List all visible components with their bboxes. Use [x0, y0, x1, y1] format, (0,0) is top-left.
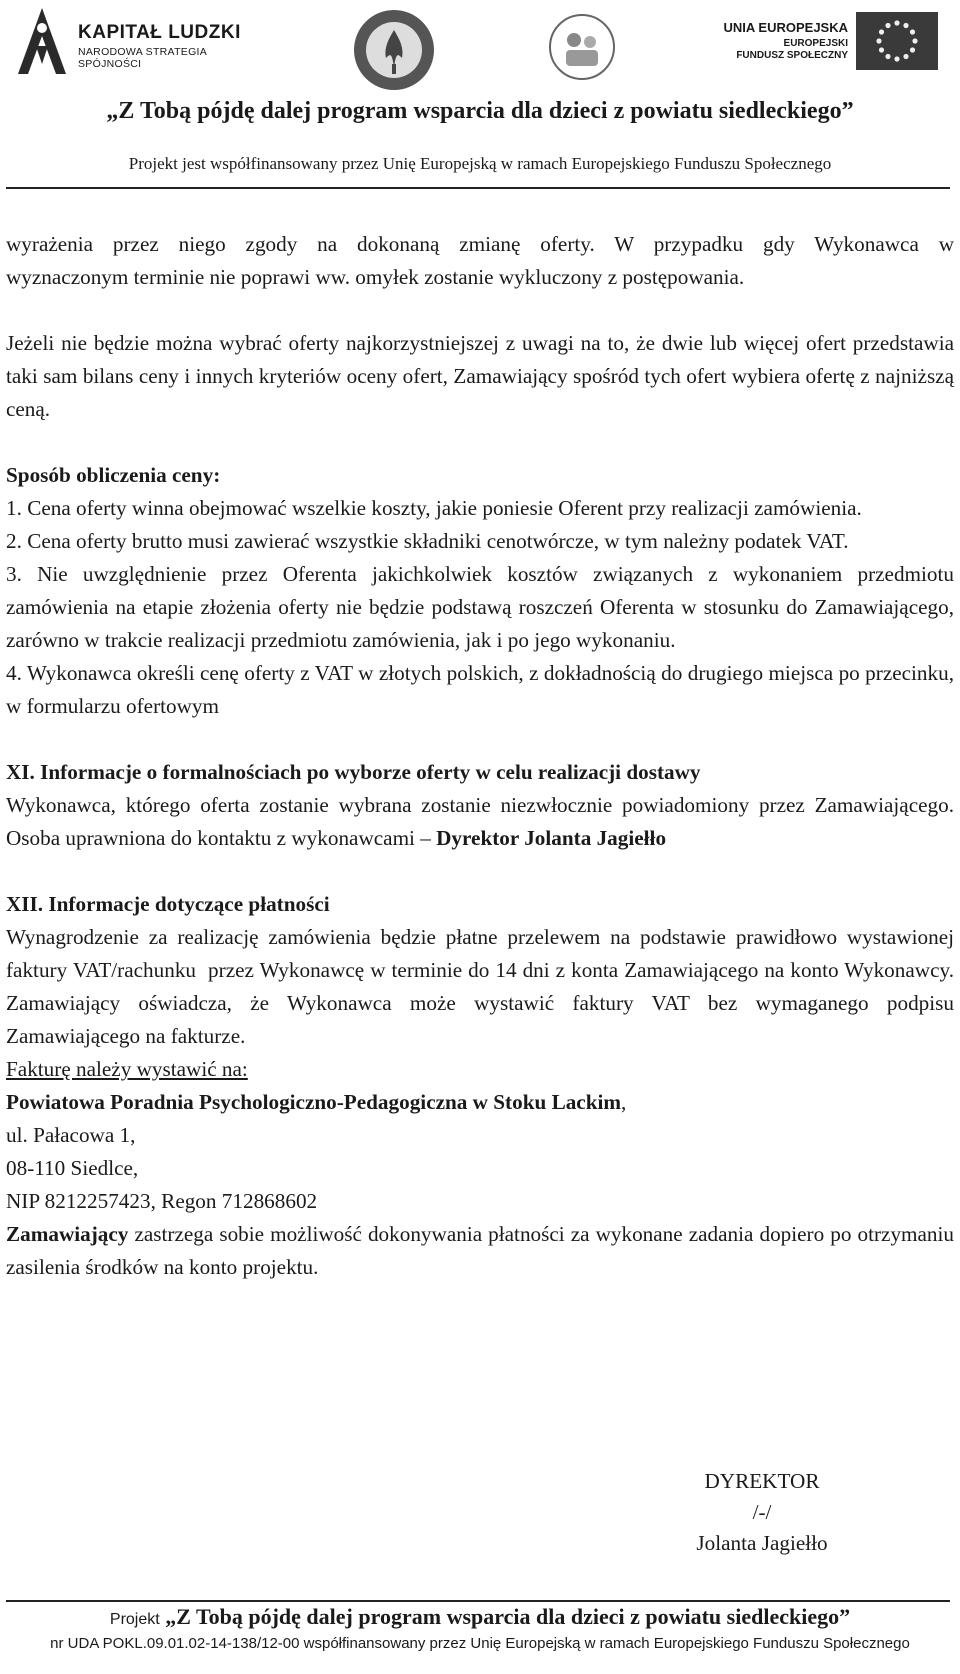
kapital-ludzki-logo: [14, 6, 264, 76]
kapital-ludzki-title: KAPITAŁ LUDZKI: [78, 22, 241, 43]
project-emblem-logo: [548, 12, 616, 82]
powiat-siedlecki-logo: [352, 8, 436, 92]
signature-role: DYREKTOR: [704, 1469, 820, 1493]
project-emblem-icon: [548, 12, 616, 82]
payment-reservation: [6, 1218, 954, 1284]
price-heading: Sposób obliczenia ceny:: [6, 463, 221, 487]
section-xi-body: Wykonawca, którego oferta zostanie wybrana zostanie niezwłocznie powiadomiony przez Zamawiającego. Osoba uprawniona do kontaktu z wykonawcami –: [6, 793, 954, 850]
footer-project-name: „Z Tobą pójdę dalej program wsparcia dla dzieci z powiatu siedleckiego”: [165, 1604, 851, 1629]
invoice-address-2: 08-110 Siedlce,: [6, 1156, 139, 1180]
section-xii-heading: XII. Informacje dotyczące płatności: [6, 892, 330, 916]
invoice-comma: ,: [621, 1090, 627, 1114]
section-xii-text: Wynagrodzenie za realizację zamówienia będzie płatne przelewem na podstawie prawidłowo wystawionej faktury VAT/rachunku przez Wykonawcę w terminie do 14 dni z konta Zamawiającego na konto Wykonawcy. Zamawiający oświadcza, że Wykonawca może wystawić faktury VAT bez wymaganego podpisu Zamawiającego na fakturze.: [6, 925, 960, 1048]
footer-subtitle: nr UDA POKL.09.01.02-14-138/12-00 współfinansowany przez Unię Europejską w ramach Europejskiego Funduszu Społecznego: [50, 1635, 910, 1652]
eu-subtitle: [736, 38, 848, 62]
signature-mark: /-/: [752, 1500, 772, 1524]
signature-block: [692, 1466, 832, 1559]
paragraph-tie-rule: Jeżeli nie będzie można wybrać oferty najkorzystniejszej z uwagi na to, że dwie lub więcej ofert przedstawia taki sam bilans ceny i innych kryteriów oceny ofert, Zamawiający spośród tych ofert wybiera ofertę z najniższą ceną.: [6, 331, 954, 421]
kapital-ludzki-emblem-icon: [14, 6, 70, 76]
price-item-4: 4. Wykonawca określi cenę oferty z VAT w złotych polskich, z dokładnością do drugiego miejsca po przecinku, w formularzu ofertowym: [6, 661, 954, 718]
header-divider: [6, 187, 950, 189]
powiat-seal-icon: [352, 8, 436, 92]
price-item-3: 3. Nie uwzględnienie przez Oferenta jakichkolwiek kosztów związanych z wykonaniem przedmiotu zamówienia na etapie złożenia oferty nie będzie podstawą roszczeń Oferenta w stosunku do Zamawiającego, zarówno w trakcie realizacji przedmiotu zamówienia, jak i po jego wykonaniu.: [6, 562, 954, 652]
price-item-2: 2. Cena oferty brutto musi zawierać wszystkie składniki cenotwórcze, w tym należny podatek VAT.: [6, 529, 849, 553]
price-item-1: 1. Cena oferty winna obejmować wszelkie koszty, jakie poniesie Oferent przy realizacji zamówienia.: [6, 496, 862, 520]
kapital-ludzki-subtitle: NARODOWA STRATEGIA SPÓJNOŚCI: [78, 46, 207, 70]
document-body: [6, 228, 960, 1284]
header-subtitle: Projekt jest współfinansowany przez Unię Europejską w ramach Europejskiego Funduszu Społecznego: [128, 154, 832, 173]
eu-flag-icon: [856, 12, 938, 70]
invoice-address-1: ul. Pałacowa 1,: [6, 1123, 136, 1147]
section-xi-heading: [6, 756, 954, 789]
eu-title: UNIA EUROPEJSKA: [723, 20, 848, 35]
invoice-name: Powiatowa Poradnia Psychologiczno-Pedagogiczna w Stoku Lackim: [6, 1090, 622, 1114]
eu-subtitle-line1: EUROPEJSKI: [783, 38, 848, 49]
invoice-ids: NIP 8212257423, Regon 712868602: [6, 1189, 318, 1213]
header-title: „Z Tobą pójdę dalej program wsparcia dla dzieci z powiatu siedleckiego”: [106, 98, 854, 124]
invoice-name-line: [6, 1086, 954, 1119]
invoice-label: Fakturę należy wystawić na:: [6, 1057, 248, 1081]
eu-subtitle-line2: FUNDUSZ SPOŁECZNY: [736, 50, 848, 61]
contact-person: Dyrektor Jolanta Jagiełło: [436, 826, 667, 850]
section-xi-heading-text: XI. Informacje o formalnościach po wyborze oferty w celu realizacji dostawy: [6, 760, 701, 784]
paragraph-continued-line2: wyznaczonym terminie nie poprawi ww. omyłek zostanie wykluczony z postępowania.: [6, 265, 745, 289]
reservation-subject: Zamawiający: [6, 1222, 129, 1246]
signature-name: Jolanta Jagiełło: [696, 1531, 828, 1555]
logo-row: [0, 0, 960, 95]
eu-logo: [723, 12, 938, 76]
paragraph-continued-line1: wyrażenia przez niego zgody na dokonaną zmianę oferty. W przypadku gdy Wykonawca w: [6, 232, 954, 256]
section-xi-text: [6, 789, 954, 855]
footer-prefix: Projekt: [109, 1611, 160, 1628]
reservation-text: zastrzega sobie możliwość dokonywania płatności za wykonane zadania dopiero po otrzymaniu zasilenia środków na konto projektu.: [6, 1222, 954, 1279]
footer-divider: [6, 1600, 950, 1602]
footer-title: [0, 1604, 960, 1630]
